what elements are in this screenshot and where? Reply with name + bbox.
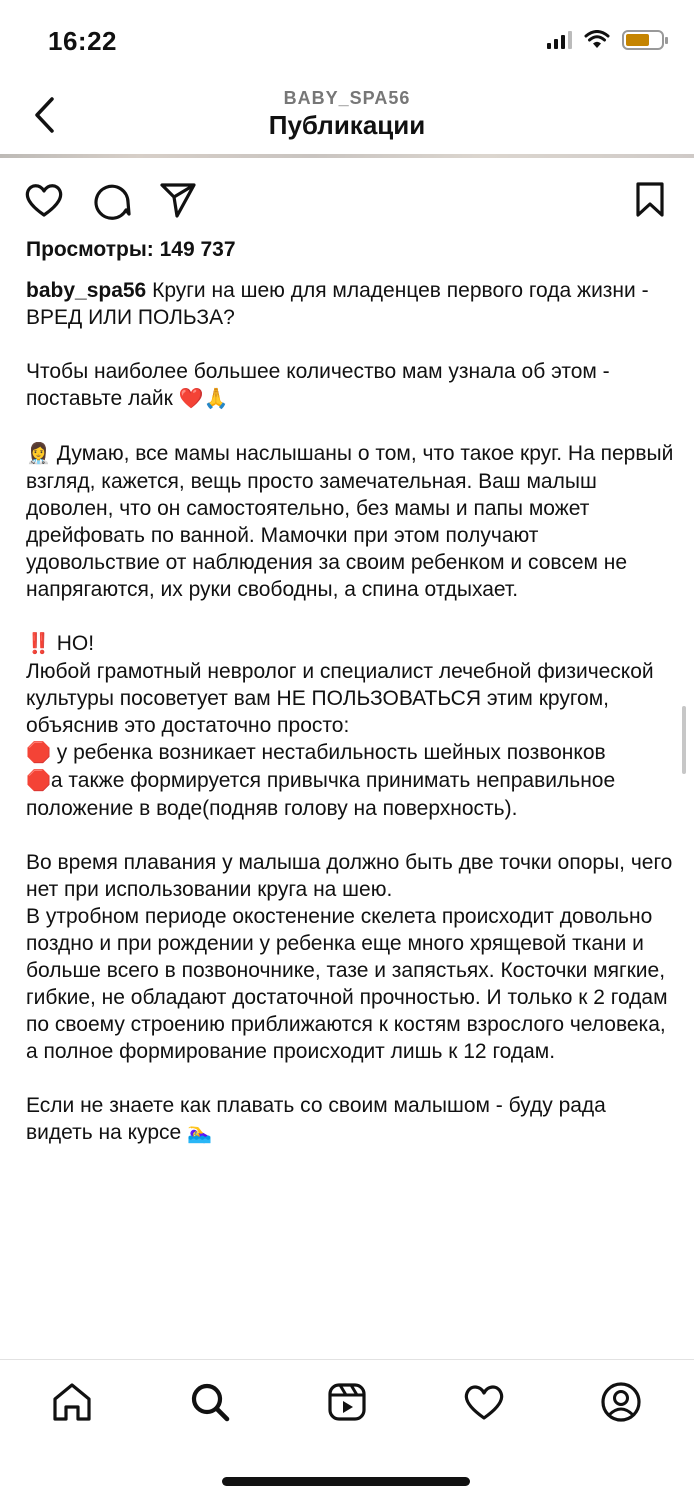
caption-paragraph-circle: 👩‍⚕️ Думаю, все мамы наслышаны о том, что такое круг. На первый взгляд, кажется, вещь просто замечательная. Ваш малыш доволен, что он самостоятельно, без мамы и папы может дрейфовать по ванной. Мамочки при этом получают удовольствие от наблюдения за своим ребенком и совсем не напрягаются, их руки свободны, а спина отдыхает. — [26, 442, 674, 601]
post-actions — [0, 178, 694, 222]
scrollbar[interactable] — [682, 706, 686, 774]
tab-home[interactable] — [50, 1380, 94, 1424]
author-username[interactable]: baby_spa56 — [26, 279, 147, 302]
page-title: Публикации — [268, 110, 426, 140]
comment-button[interactable] — [90, 178, 134, 222]
reels-icon — [327, 1382, 367, 1422]
caption-bullet: 🛑а также формируется привычка принимать неправильное положение в воде(подняв голову на поверхность). — [26, 769, 616, 820]
header-username: BABY_SPA56 — [283, 88, 411, 108]
caption-like-request: Чтобы наиболее большее количество мам узнала об этом - поставьте лайк ❤️🙏 — [26, 360, 610, 410]
battery-level — [626, 34, 649, 46]
home-icon — [51, 1382, 93, 1422]
swimmer-emoji: 🏊‍♀️ — [187, 1122, 212, 1144]
battery-icon — [622, 30, 664, 50]
save-button[interactable] — [628, 178, 672, 222]
search-icon — [190, 1382, 230, 1422]
share-button[interactable] — [156, 178, 200, 222]
views-label: Просмотры: — [26, 238, 154, 261]
tab-activity[interactable] — [462, 1380, 506, 1424]
heart-icon — [24, 182, 64, 218]
status-bar — [0, 0, 694, 80]
doctor-emoji: 👩‍⚕️ — [26, 443, 51, 465]
caption-title: baby_spa56 Круги на шею для младенцев первого года жизни - ВРЕД ИЛИ ПОЛЬЗА? — [26, 279, 649, 329]
tab-profile[interactable] — [599, 1380, 643, 1424]
stop-sign-emoji: 🛑 — [26, 742, 51, 764]
tab-search[interactable] — [188, 1380, 232, 1424]
like-button[interactable] — [22, 178, 66, 222]
caption-neurologist: Любой грамотный невролог и специалист лечебной физической культуры посоветует вам НЕ ПОЛЬЗОВАТЬСЯ этим кругом, объяснив это достаточно просто: — [26, 660, 654, 737]
signal-icon — [547, 31, 572, 49]
views-count — [26, 238, 236, 262]
profile-icon — [600, 1381, 642, 1423]
caption-skeleton: В утробном периоде окостенение скелета происходит довольно поздно и при рождении у ребенка еще много хрящевой ткани и больше всего в позвоночнике, тазе и запястьях. Косточки мягкие, гибкие, не обладают достаточной прочностью. И только к 2 годам по своему строению приближаются к костям взрослого человека, а полное формирование происходит лишь к 12 годам. — [26, 905, 668, 1063]
heart-pray-emoji: ❤️🙏 — [178, 388, 229, 410]
wifi-icon — [584, 30, 610, 50]
exclamation-emoji: ‼️ — [26, 633, 51, 655]
caption-bullet: 🛑 у ребенка возникает нестабильность шейных позвонков — [26, 741, 606, 764]
bookmark-icon — [634, 181, 666, 219]
views-value: 149 737 — [159, 238, 236, 261]
status-icons — [547, 30, 664, 50]
caption-course: Если не знаете как плавать со своим малышом - буду рада видеть на курсе 🏊‍♀️ — [26, 1094, 606, 1144]
header — [0, 80, 694, 156]
caption-support-points: Во время плавания у малыша должно быть две точки опоры, чего нет при использовании круга на шею. — [26, 851, 673, 901]
caption-but: ‼️ НО! — [26, 632, 95, 655]
heart-icon — [463, 1383, 505, 1421]
post-caption — [26, 277, 676, 1147]
comment-icon — [92, 180, 132, 220]
send-icon — [158, 181, 198, 219]
status-time: 16:22 — [48, 26, 117, 56]
tab-bar — [0, 1359, 694, 1500]
stop-sign-emoji: 🛑 — [26, 770, 51, 792]
post-image-edge — [0, 154, 694, 158]
home-indicator[interactable] — [222, 1477, 470, 1486]
tab-reels[interactable] — [325, 1380, 369, 1424]
